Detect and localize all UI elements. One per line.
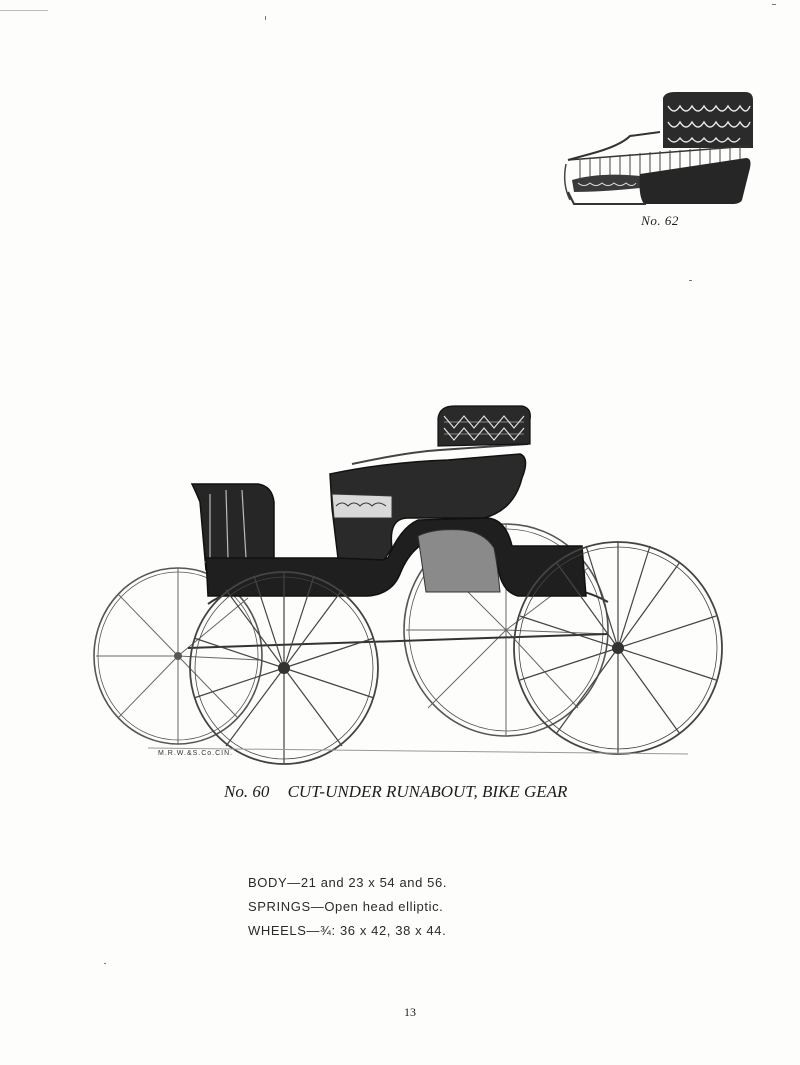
scan-speck bbox=[772, 4, 776, 5]
spec-springs: SPRINGS—Open head elliptic. bbox=[248, 899, 444, 914]
scan-speck bbox=[0, 10, 48, 11]
spec-body: BODY—21 and 23 x 54 and 56. bbox=[248, 875, 448, 890]
maker-mark: M.R.W.&S.Co.CIN. bbox=[158, 750, 234, 757]
model-title: CUT-UNDER RUNABOUT, BIKE GEAR bbox=[287, 782, 568, 801]
scan-speck bbox=[689, 280, 692, 281]
seat-caption: No. 62 bbox=[641, 213, 679, 228]
runabout-illustration bbox=[88, 398, 728, 770]
page-number: 13 bbox=[404, 1005, 416, 1019]
spec-wheels: WHEELS—¾: 36 x 42, 38 x 44. bbox=[248, 923, 447, 938]
main-caption bbox=[224, 782, 624, 802]
model-number: No. 60 bbox=[224, 782, 270, 801]
spec-list bbox=[248, 871, 447, 943]
scan-speck bbox=[104, 963, 106, 964]
seat-illustration bbox=[560, 88, 760, 210]
scan-speck bbox=[265, 16, 266, 20]
